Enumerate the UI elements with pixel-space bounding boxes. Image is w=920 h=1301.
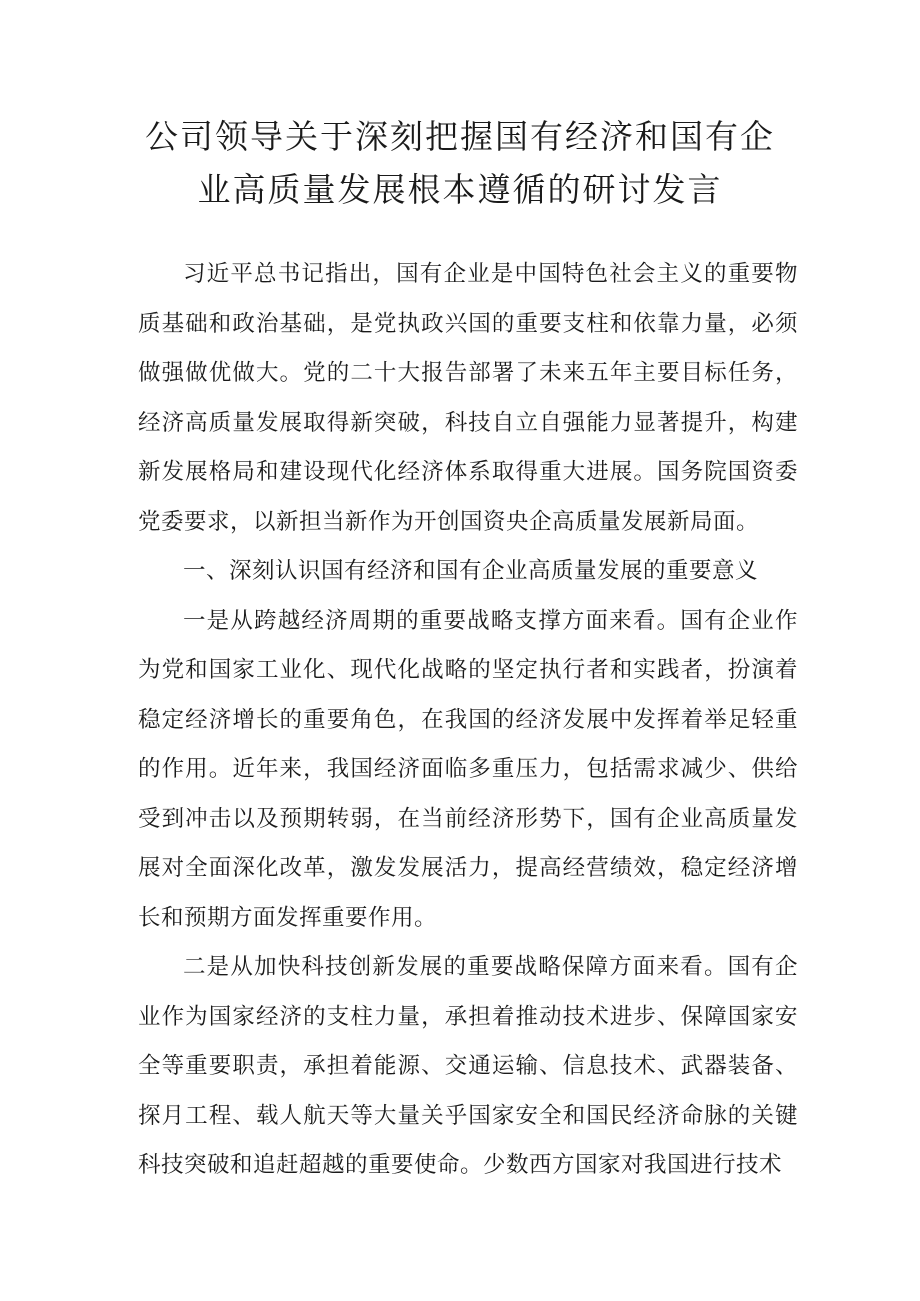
document-body: [138, 250, 798, 1191]
paragraph-point-2: 二是从加快科技创新发展的重要战略保障方面来看。国有企业作为国家经济的支柱力量，承担着推动技术进步、保障国家安全等重要职责，承担着能源、交通运输、信息技术、武器装备、探月工程、载人航天等大量关乎国家安全和国民经济命脉的关键科技突破和追赶超越的重要使命。少数西方国家对我国进行技术: [138, 954, 798, 1178]
document-title: [120, 110, 800, 216]
paragraph-point-1: 一是从跨越经济周期的重要战略支撑方面来看。国有企业作为党和国家工业化、现代化战略的坚定执行者和实践者，扮演着稳定经济增长的重要角色，在我国的经济发展中发挥着举足轻重的作用。近年来，我国经济面临多重压力，包括需求减少、供给受到冲击以及预期转弱，在当前经济形势下，国有企业高质量发展对全面深化改革，激发发展活力，提高经营绩效，稳定经济增长和预期方面发挥重要作用。: [138, 607, 798, 931]
title-line-1: 公司领导关于深刻把握国有经济和国有企: [145, 117, 775, 156]
paragraph-intro: 习近平总书记指出，国有企业是中国特色社会主义的重要物质基础和政治基础，是党执政兴国的重要支柱和依靠力量，必须做强做优做大。党的二十大报告部署了未来五年主要目标任务，经济高质量发展取得新突破，科技自立自强能力显著提升，构建新发展格局和建设现代化经济体系取得重大进展。国务院国资委党委要求，以新担当新作为开创国资央企高质量发展新局面。: [138, 261, 798, 535]
title-line-2: 业高质量发展根本遵循的研讨发言: [197, 170, 723, 209]
section-heading-1: 一、深刻认识国有经济和国有企业高质量发展的重要意义: [183, 558, 759, 584]
